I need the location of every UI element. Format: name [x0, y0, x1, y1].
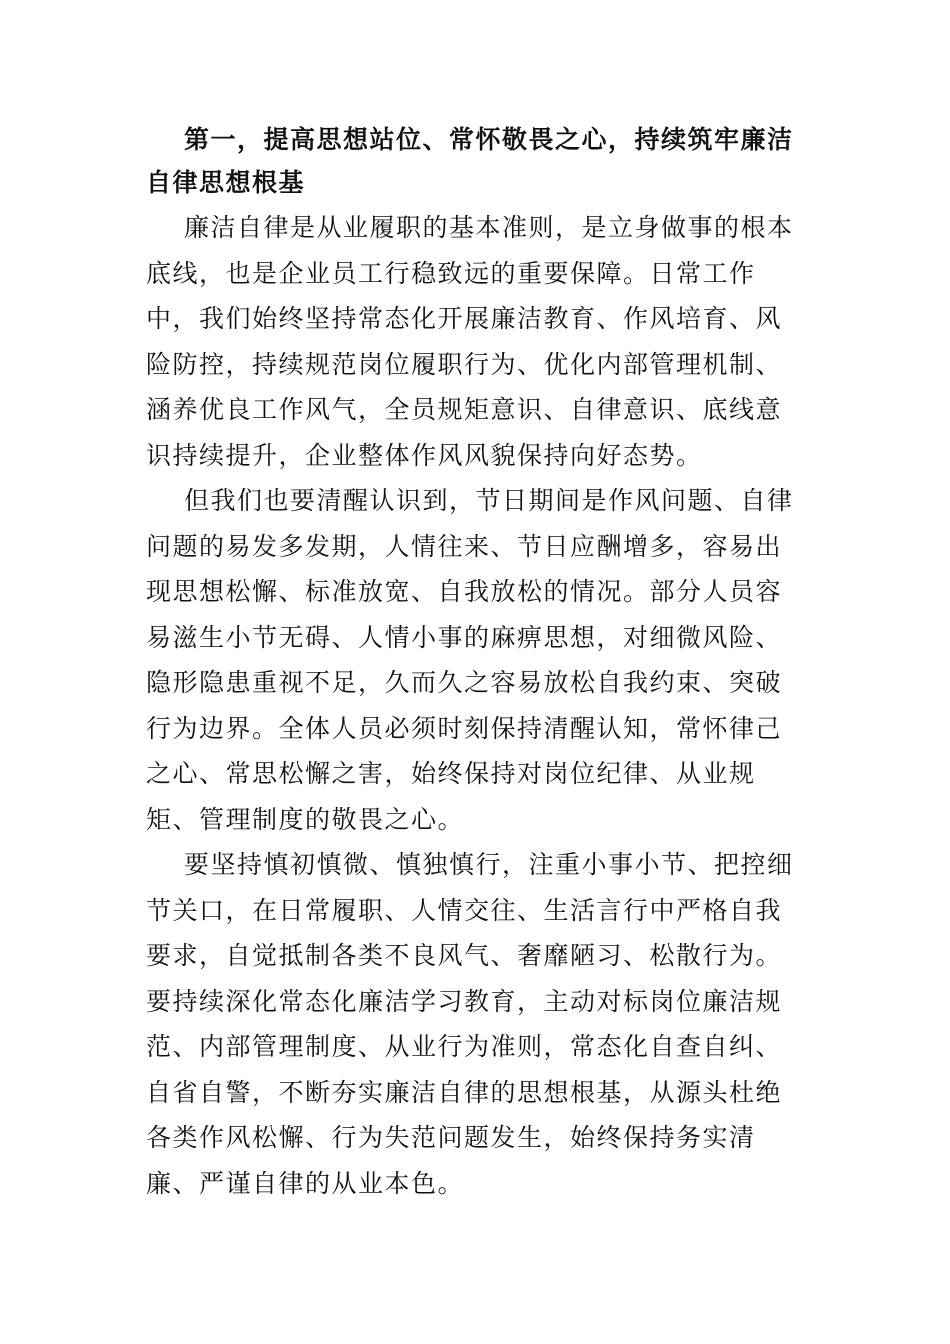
paragraph-2: 但我们也要清醒认识到，节日期间是作风问题、自律问题的易发多发期，人情往来、节日应酬增多，容易出现思想松懈、标准放宽、自我放松的情况。部分人员容易滋生小节无碍、人情小事的麻痹思想，对细微风险、隐形隐患重视不足，久而久之容易放松自我约束、突破行为边界。全体人员必须时刻保持清醒认知，常怀律己之心、常思松懈之害，始终保持对岗位纪律、从业规矩、管理制度的敬畏之心。 — [146, 486, 794, 834]
document-body — [146, 118, 801, 1206]
paragraph-3: 要坚持慎初慎微、慎独慎行，注重小事小节、把控细节关口，在日常履职、人情交往、生活言行中严格自我要求，自觉抵制各类不良风气、奢靡陋习、松散行为。要持续深化常态化廉洁学习教育，主动对标岗位廉洁规范、内部管理制度、从业行为准则，常态化自查自纠、自省自警，不断夯实廉洁自律的思想根基，从源头杜绝各类作风松懈、行为失范问题发生，始终保持务实清廉、严谨自律的从业本色。 — [146, 850, 794, 1198]
paragraph-1: 廉洁自律是从业履职的基本准则，是立身做事的根本底线，也是企业员工行稳致远的重要保障。日常工作中，我们始终坚持常态化开展廉洁教育、作风培育、风险防控，持续规范岗位履职行为、优化内部管理机制、涵养优良工作风气，全员规矩意识、自律意识、底线意识持续提升，企业整体作风风貌保持向好态势。 — [146, 213, 794, 470]
section-heading: 第一，提高思想站位、常怀敬畏之心，持续筑牢廉洁自律思想根基 — [146, 125, 794, 197]
